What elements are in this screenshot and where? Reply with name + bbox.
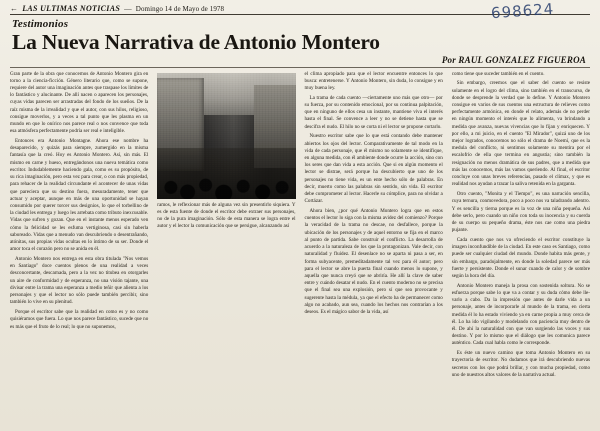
article-byline: Por RAUL GONZALEZ FIGUEROA (441, 54, 586, 65)
paragraph: Porque el escritor sabe que la realidad en como es y no como quisiéramos que fuera. Lo que nos parece fantástico, sucede que no es más que el fruto de lo real; lo que no suponemos, (10, 309, 149, 330)
paragraph: Es éste un nuevo camino que toma Antonio Montero en su trayectoria de escritor. No dudamos que irá descubriendo nuevas secretos con los que podrá brillar, y con mucha propiedad, como uno de nuestros altos valores de la narrativa actual. (451, 350, 590, 378)
paragraph: como tiene que suceder también en el cuento. (451, 70, 545, 77)
paragraph: Nuestro escritor sabe que lo que está contando debe mantener abiertos los ojos del lector. Comparativamente de tal modo en la vida de cada personaje, que él mismo no solamente se identifique, en alguna medida, con él ambiente donde ocurre la acción, sino con los seres que dan vida a esta acción. Que si en algún momento el lector se distrae, será porque ha descubierto que uno de los personajes no tiene vida, es un ente hecho sólo de palabras. En decir, muerto como las palabras sin sentido, sin vida. El escritor debe comprometer al lector. Hacerle su cómplice, para no olvidar a Cortázar. (304, 133, 443, 205)
article-photo (157, 73, 295, 199)
column-4 (452, 71, 590, 423)
column-1 (10, 71, 148, 423)
paragraph: La trama de cada cuento —ciertamente uno más que otro— por su fuerza, por su contenido emocional, por su continua palpitación, que en ninguno de ellos cesa un instante, mantiene viva el interés hasta el final. Se convence a leer y no se detiene hasta que se descifra el nudo. El hilo no se corta ni el lector se propone cortarlo. (304, 94, 443, 130)
photo-grain-overlay (157, 73, 295, 199)
archive-number: 698624 (490, 0, 555, 23)
column-2 (157, 71, 295, 423)
article-kicker: Testimonios (12, 18, 69, 30)
issue-date: Domingo 14 de Mayo de 1978 (135, 5, 225, 13)
paragraph: Sin embargo, creemos que el saber del cuento se resiste solamente en el logro del clima, sino también en el transcurso, de donde se desprende la verdad que lo define. Y Antonio Montero consigue en varios de sus cuentos una estructura de relieves como perfectamente armónica, en donde el relato, además de no perder en ningún momento el interés que lo alimenta, va brindando a medida que avanza, nuevas vivencias que lo fijan y enriquecen. Y por ello, a mi juicio, en el cuento "El Mirador", quizá uno de los mejor logrados, conocemos no sólo el drama de Noemí, que es la medula del conflicto, ni sentimos solamente su mentira por el escalofrío de ella que termina en angustia; sino también la resignación no menos dramática de sus padres, que a medida que más las conocemos, más las vamos queriendo. Al final, el escritor concluye con unas breves referencias, pasado el clímax, y que es realidad nos ayudan a trazar la saliva retenida en la garganta. (451, 80, 590, 188)
paragraph: Antonio Montero maneja la prosa con sostenida soltura. No se esfuerza porque sabe lo que va a contar y su duda cómo debe llevarlo a cabo. Da la impresión que antes de darle vida a un personaje, antes de incorporarle al mundo de la trama, en cierta medida él lo ha estado viviendo ya en carne propia a muy cerca de él. Lo ha ido vigilando y modelando con paciencia muy dentro de él. De ahí la naturalidad con que van surgiendo las voces y sus destino. Y por lo mismo que el diálogo que les comunica parece auténtico. Cada cual habla como le corresponde. (451, 282, 590, 347)
runhead-separator: — (124, 4, 132, 13)
article-body (10, 71, 590, 423)
back-arrow-icon: ← (10, 4, 19, 13)
paragraph: Entonces era Antonio Montagne. Ahora ese nombre ha desaparecido, y quizás para siempre, zumergido en la misma fantasía que la creó. Hoy es Antonio Montero. Así, sin más. El mismo en carne y hueso, entregándonos una nueva temática como escritor. Indudablemente haciendo gala, como es su propósito, de su rica imaginación, pero esta vez para crear, o con más propiedad, para rehacer de la realidad circundante el acontecer de unas vidas que pareciera que su destino fuera, mesuradamente, tener que actuar y aceptar, aunque en más de una oportunidad se hayan consumido por querer torcer sus designios, lo que el torbellino de la ciudad les entrega y luego les arrebata como tributo inexcusable. Vidas que sufren y gozan. Que en el instante menos esperado ven cómo la felicidad se les esfuma vertiginosa, casi sin haberla saboreado. Vidas que a menudo van descubriendo o desentrañando, atónitas, sus propias vidas ocultas en lo íntimo de su ser. Donde el amor toca el corazón pero no se anida en él. (10, 138, 149, 253)
paragraph: Gran parte de la obra que conocemos de Antonio Montero gira en torno a la ciencia-ficción. Género literario que, como se supone, requiere del autor una imaginación antes que traspase los límites de lo fantástico y alucinante. De allí nacen o aparecen los personajes, cuyas vidas parecen ser arrastradas del fondo de los sueños. De la raíz misma de la irrealidad y que el autor, con sus hilos, religioso, consigue moverlos, y a veces a tal punto que les plasma en un mundo en que lo onírico nos parece real o nos convence que toda esa atmósfera perfectamente podría ser real e inteligible. (10, 70, 149, 135)
publication-name: LAS ULTIMAS NOTICIAS (22, 4, 121, 13)
paragraph: el clima apropiado para que el lector encuentre entonces lo que busca: entretenerse. Y Antonio Montero, sin duda, lo consigue y en muy buena ley. (304, 70, 443, 91)
paragraph: Ahora bien, ¿por qué Antonio Montero logra que en estos cuentos el lector lo siga con la misma avidez del comienzo? Porque la veracidad de la trama no descae, no desfallece, porque la ubicación de los personajes y de aquel entorno se fija en el marco al punto de partida. Sabe construir el conflicto. La desarrolla de acuerdo a la naturaleza de los que la protagonizan. Vale decir, con naturalidad y fluidez. El desenlace no se aparta ni pasa a ser, en forma subyacente, premeditadamente tal vez para él autor; pero para el lector se abre la puerta final cuando menos lo supone, y aquella que nunca creyó que se abriría. He allí la clave de saber entre y cuándo desatar el nudo. En el cuento moderno no se precisa que el final sea una explosión, pero sí que sea provocante y sugerente hasta la médula, ya que el efecto ha de permanecer como algo no acabado, aun sea, cuando los hechos nos contrarían a los deseos. Es el mágico sabor de la vida, así (304, 208, 443, 316)
article-headline: La Nueva Narrativa de Antonio Montero (12, 30, 380, 54)
paragraph: Otro cuento, "Monita y el Tiempo", es una narración sencilla, cuya ternura, conmovedora, poco a poco nos va taladrando adentro. Y es sencilla y tierna porque es la voz de una niña pequeña. Así debe serlo, pero cuando un niño con toda su inocencia y su cuerda de su cuerpo su pequeño drama, éste nos cae como una piedra pujante. (451, 191, 590, 234)
paragraph: Cada cuento que nos va ofreciendo el escritor constituye la imagen inconfundible de la ciudad. En este caso es Santiago, como puede ser cualquier ciudad del mundo. Donde habita más gente, y sin embargo, paradojalmente, en donde la soledad parece ser más fuerte y persistente. Donde el sunar cuando de calor y de sombre según la hora del día. (451, 236, 590, 279)
column-3 (305, 71, 443, 423)
paragraph: ramos, le reflexionar más de alguna vez sin presentirlo siquiera. Y es de esta fuente de donde el escritor debe extraer sus personajes, no de la pura imaginación. Sólo de esta manera se logra entre el autor y el lector la comunicación que se persigue, alcanzando así (157, 201, 296, 230)
headline-rule (10, 67, 590, 68)
paragraph: Antonio Montero nos entrega en esta obra titulada "Nos vemos en Santiago" doce cuentos plenos de una realidad a veces desconcertante, descarnada, pero a la vez no titubea en otorgarles un aire de conformidad y de esperanza, no una visión tajante, una divisar entre la trama una esperanza a medio teñir que alienta a los personajes y que el lector no sólo puede también percibir, sino también lo vive en su plenitud. (10, 256, 149, 306)
